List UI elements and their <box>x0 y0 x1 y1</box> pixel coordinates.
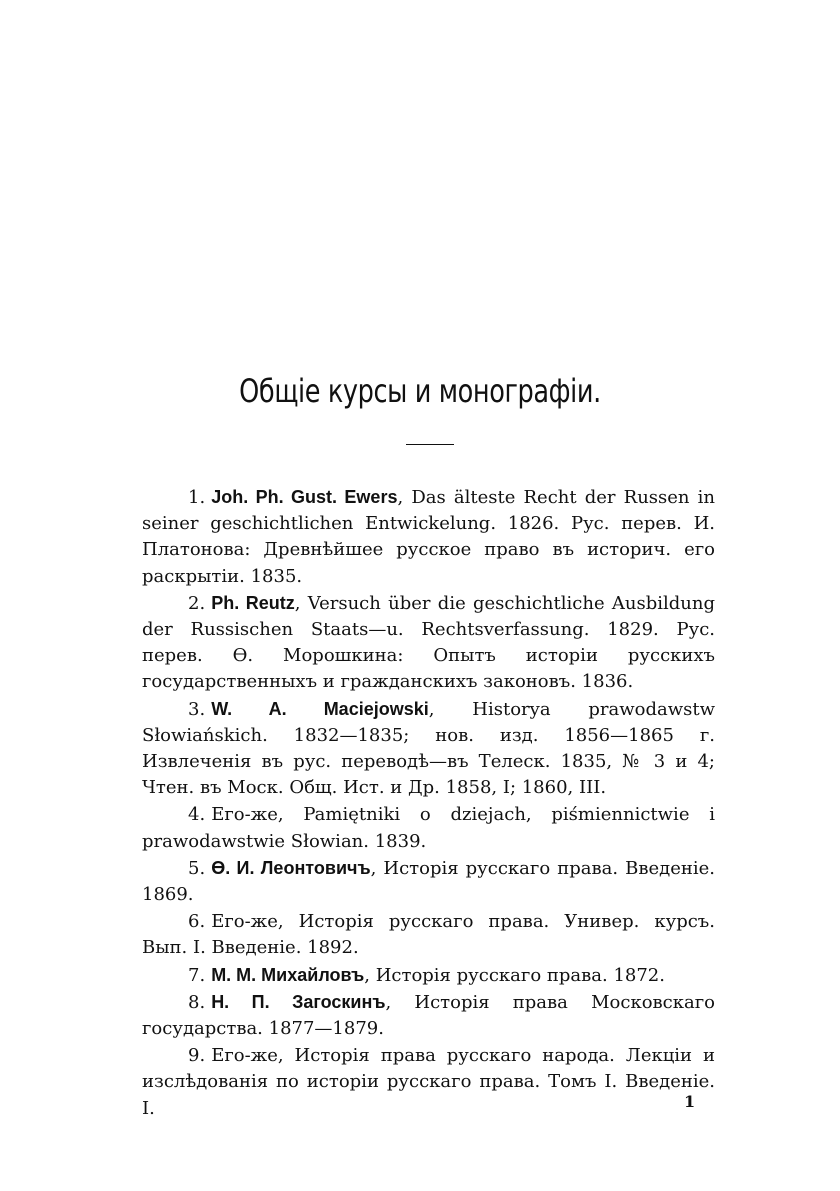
bibliography-entry <box>142 989 715 1042</box>
entry-text: , Исторія права Московскаго государства. 1877—1879. <box>142 991 715 1040</box>
bibliography-entry <box>142 801 715 854</box>
entry-text: , Das älteste Recht der Russen in seiner geschichtlichen Entwickelung. 1826. Рус. перев. И. Платонова: Древнѣйшее русское право въ историч. его раскрытіи. 1835. <box>142 487 715 587</box>
entry-number: 4. <box>188 804 206 826</box>
title-divider <box>406 444 454 445</box>
bibliography-entry <box>142 855 715 908</box>
entry-text: , Исторія русскаго права. 1872. <box>364 964 665 986</box>
entry-author: W. A. Maciejowski <box>211 698 429 719</box>
entry-text: Его-же, Исторія права русскаго народа. Лекціи и изслѣдованія по исторіи русскаго права. Томъ I. Введеніе. I. <box>142 1045 715 1119</box>
entry-text: , Исторія русскаго права. Введеніе. 1869. <box>142 857 715 906</box>
entry-text: Его-же, Исторія русскаго права. Универ. курсъ. Вып. I. Введеніе. 1892. <box>142 911 715 959</box>
entry-text: , Historya prawodawstw Słowiańskich. 1832—1835; нов. изд. 1856—1865 г. Извлеченія въ рус. переводѣ—въ Телеск. 1835, № 3 и 4; Чтен. въ Моск. Общ. Ист. и Др. 1858, I; 1860, III. <box>142 698 715 799</box>
bibliography-entry <box>142 484 715 590</box>
page-number: 1 <box>684 1092 696 1111</box>
bibliography-entry <box>142 696 715 802</box>
entry-number: 3. <box>188 698 206 720</box>
entry-number: 8. <box>188 991 206 1013</box>
bibliography-entry <box>142 962 715 989</box>
entry-number: 2. <box>188 592 206 614</box>
entry-author: Joh. Ph. Gust. Ewers <box>211 487 398 507</box>
entry-number: 5. <box>188 857 206 879</box>
entry-text: Его-же, Pamiętniki o dziejach, piśmiennictwie i prawodawstwie Słowian. 1839. <box>142 804 715 852</box>
entry-author: Н. П. Загоскинъ <box>211 991 386 1012</box>
bibliography-entry <box>142 590 715 696</box>
entry-text: , Versuch über die geschichtliche Ausbildung der Russischen Staats—u. Rechtsverfassung. 1829. Рус. перев. Ө. Морошкина: Опытъ исторіи русскихъ государственныхъ и гражданскихъ законовъ. 1836. <box>142 592 715 693</box>
page-title: Общіе курсы и монографіи. <box>239 372 601 410</box>
bibliography-entry <box>142 1042 715 1122</box>
entry-number: 7. <box>188 964 206 986</box>
entry-author: Ө. И. Леонтовичъ <box>211 857 371 878</box>
bibliography-entry <box>142 908 715 961</box>
entry-author: Ph. Reutz <box>211 592 295 613</box>
entry-number: 9. <box>188 1045 206 1067</box>
entry-number: 6. <box>188 911 206 933</box>
entry-number: 1. <box>188 487 206 508</box>
bibliography-list <box>142 484 715 1122</box>
entry-author: М. М. Михайловъ <box>211 964 365 985</box>
